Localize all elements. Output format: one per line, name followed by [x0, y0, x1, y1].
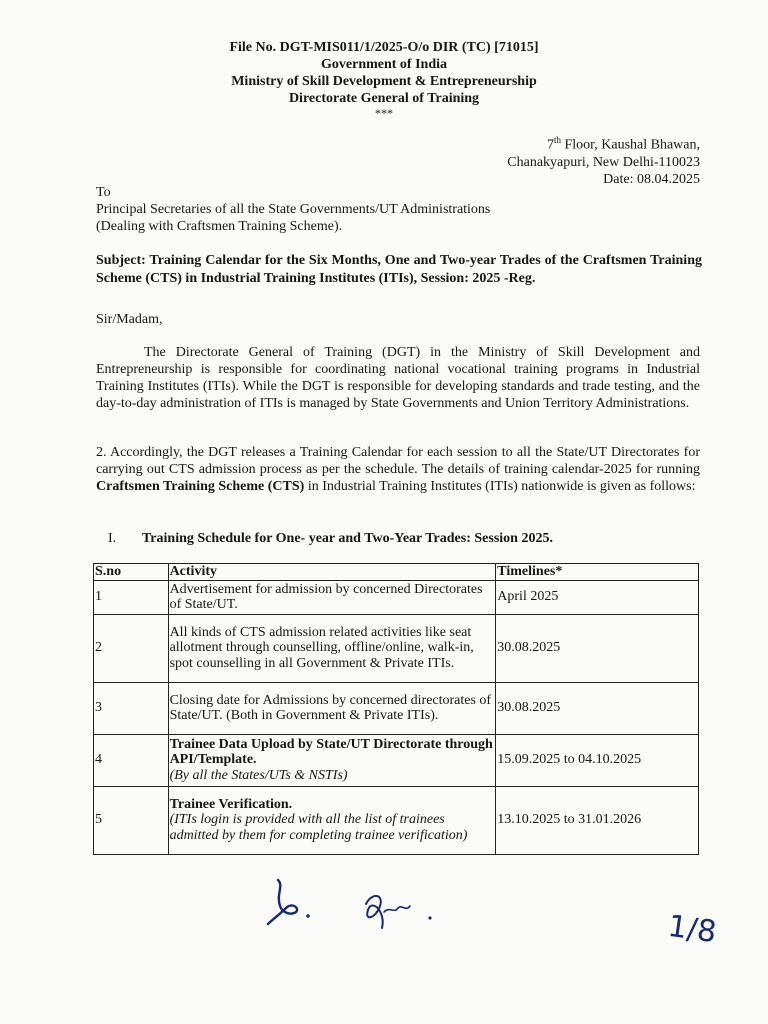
cell-timeline: 15.09.2025 to 04.10.2025 — [496, 734, 699, 786]
page-number: 1/8 — [665, 908, 719, 951]
table-header-row — [94, 564, 699, 581]
cell-activity — [168, 734, 496, 786]
table-row — [94, 734, 699, 786]
address-city: Chanakyapuri, New Delhi-110023 — [507, 154, 700, 170]
cell-activity: Advertisement for admission by concerned Directorates of State/UT. — [168, 580, 496, 614]
ministry-line: Ministry of Skill Development & Entrepreneurship — [231, 74, 537, 89]
cell-sno: 2 — [94, 614, 169, 682]
cell-timeline: April 2025 — [496, 580, 699, 614]
activity-title: Trainee Data Upload by State/UT Directorate through API/Template. — [169, 736, 493, 768]
paragraph-1: The Directorate General of Training (DGT) in the Ministry of Skill Development and Entrepreneurship is responsible for coordinating national vocational training programs in Industrial Training Institutes (ITIs). While the DGT is responsible for developing standards and trade testing, and the day-to-day administration of ITIs is managed by State Governments and Union Territory Administrations. — [96, 345, 700, 411]
to-label: To — [96, 185, 111, 200]
handwritten-signature-2 — [352, 884, 442, 944]
letter-date: Date: 08.04.2025 — [603, 171, 700, 187]
cell-activity: Closing date for Admissions by concerned directorates of State/UT. (Both in Government & Private ITIs). — [168, 682, 496, 734]
cell-sno: 4 — [94, 734, 169, 786]
table-row — [94, 786, 699, 854]
training-schedule-table — [93, 563, 699, 855]
table-row — [94, 614, 699, 682]
recipient-block — [96, 184, 700, 235]
cell-activity — [168, 786, 496, 854]
table-row — [94, 682, 699, 734]
address-block — [507, 132, 700, 188]
paragraph-2: 2. Accordingly, the DGT releases a Training Calendar for each session to all the State/UT Directorates for carrying out CTS admission process as per the schedule. The details of training calendar-2025 for running Craftsmen Training Scheme (CTS) in Industrial Training Institutes (ITIs) nationwide is given as follows: — [96, 445, 700, 494]
recipient-line-1: Principal Secretaries of all the State Governments/UT Administrations — [96, 202, 491, 217]
recipient-line-2: (Dealing with Craftsmen Training Scheme). — [96, 219, 343, 234]
header-stars: *** — [375, 106, 393, 120]
activity-note: (ITIs login is provided with all the list of trainees admitted by them for completing trainee verification) — [169, 812, 468, 843]
salutation: Sir/Madam, — [96, 312, 163, 327]
govt-line: Government of India — [321, 57, 447, 72]
cell-timeline: 30.08.2025 — [496, 614, 699, 682]
file-number: File No. DGT-MIS011/1/2025-O/o DIR (TC) [71015] — [229, 40, 539, 55]
cell-sno: 3 — [94, 682, 169, 734]
cell-activity: All kinds of CTS admission related activities like seat allotment through counselling, offline/online, walk-in, spot counselling in all Government & Private ITIs. — [168, 614, 496, 682]
address-floor: 7th Floor, Kaushal Bhawan, — [546, 135, 700, 153]
section-heading: I. Training Schedule for One- year and Two-Year Trades: Session 2025. — [108, 531, 553, 546]
col-header-sno: S.no — [94, 564, 169, 581]
cell-timeline: 30.08.2025 — [496, 682, 699, 734]
cell-sno: 1 — [94, 580, 169, 614]
directorate-line: Directorate General of Training — [288, 91, 480, 106]
cell-timeline: 13.10.2025 to 31.01.2026 — [496, 786, 699, 854]
table-row — [94, 580, 699, 614]
col-header-timelines: Timelines* — [496, 564, 699, 581]
activity-note: (By all the States/UTs & NSTIs) — [169, 767, 348, 783]
activity-title: Trainee Verification. — [169, 796, 293, 812]
col-header-activity: Activity — [168, 564, 496, 581]
subject: Subject: Training Calendar for the Six Months, One and Two-year Trades of the Craftsmen Training Scheme (CTS) in Industrial Training Institutes (ITIs), Session: 2025 -Reg. — [96, 253, 702, 286]
handwritten-initial-1 — [262, 872, 332, 932]
cell-sno: 5 — [94, 786, 169, 854]
